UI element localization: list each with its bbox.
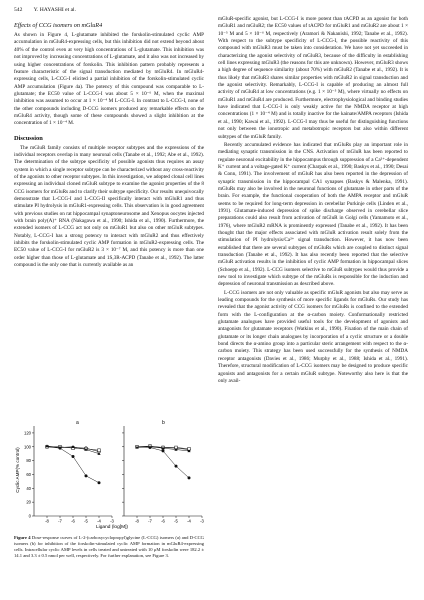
x-tick-label: -5 bbox=[84, 518, 88, 524]
paragraph: The mGluR family consists of multiple receptor subtypes and the expressions of the individual receptors overlap in many neuronal cells (Tanabe et al., 1992; Abe et al., 1992). The determination of the subtype specificity of possible agonists thus requires an assay system in which a single receptor subtype can be characterized without any cross-reactivity of the agonists to other receptor subtypes. In this investigation, we adopted clonal cell lines expressing an individual cloned mGluR subtype to examine the agonist properties of the 8 CCG isomers for mGluRs and to clarify their subtype specificity. Our results unequivocally demonstrate that L-CCG-I and L-CCG-II specifically interact with mGluR1 and thus stimulate PI hydrolysis in mGluR1-expressing cells. This observation is in good agreement with previous studies on rat hippocampal synaptoneurosome and Xenopus oocytes injected with brain poly(A)⁺ RNA (Nakagawa et al., 1990; Ishida et al., 1990). Furthermore, the extended isomers of L-CCG act not only on mGluR1 but also on other mGluR subtypes. Notably, L-CCG-I has a strong potency to interact with mGluR2 and thus effectively inhibits the forskolin-stimulated cyclic AMP formation in mGluR2-expressing cells. The EC50 value of L-CCG-I for mGluR2 is 3 × 10⁻⁷ M, and this potency is more than one order higher than those of L-glutamate and 1S,3R-ACPD (Tanabe et al., 1992). The latter compound is the only one that is currently available as an bbox=[14, 144, 204, 269]
y-tick-label: 120 bbox=[24, 430, 31, 436]
figure-4-plots bbox=[14, 418, 204, 530]
paragraph: Recently accumulated evidence has indicated that mGluRs play an important role in mediating synaptic transmission in the CNS. Activation of mGluR has been reported to regulate neuronal excitability in the hippocampus through suppression of a Ca²⁺-dependent K⁺ current and a voltage-gated K⁺ current (Charpak et al., 1990; Baskys et al., 1990; Desai & Conn, 1991). The involvement of mGluR has also been reported in the depression of synaptic transmission in the hippocampal CA1 synapses (Baskys & Malenka, 1991). mGluRs may also be involved in the neuronal functions of glutamate in other parts of the brain. For example, the functional cooperation of both the AMPA receptor and mGluR seems to be required for long-term depression in cerebellar Purkinje cells (Linden et al., 1991). Glutamate-induced depression of spike discharge observed in cerebellar slice preparations could also result from activation of mGluR in Golgi cells (Yamamoto et al., 1976), where mGluR2 mRNA is prominently expressed (Tanabe et al., 1992). It has been thought that the major effects associated with mGluR activation result solely from the stimulation of PI hydrolysis/Ca²⁺ signal transduction. However, it has now been established that there are several subtypes of mGluRs which are coupled to distinct signal transduction (Tanabe et al., 1992). It has also recently been reported that the selective mGluR activation results in the inhibition of cyclic AMP formation in hippocampal slices (Schoepp et al., 1992). L-CCG isomers selective to mGluR subtypes would thus provide a new tool to investigate which subtype of the mGluRs is responsible for the induction and depression of neuronal transmission as described above. bbox=[218, 141, 408, 288]
figure-4 bbox=[14, 418, 204, 530]
y-tick-label: 20 bbox=[26, 499, 31, 505]
x-tick-label: -3 bbox=[200, 518, 204, 524]
x-tick-label: -6 bbox=[71, 518, 75, 524]
right-column bbox=[218, 16, 408, 386]
x-tick-label: -7 bbox=[58, 518, 62, 524]
x-tick-label: -8 bbox=[135, 518, 139, 524]
x-tick-label: -8 bbox=[45, 518, 49, 524]
caption-lead: Figure 4 bbox=[14, 535, 31, 540]
x-tick-label: -7 bbox=[148, 518, 152, 524]
x-tick-label: -5 bbox=[174, 518, 178, 524]
section-title: Effects of CCG isomers on mGluR4 bbox=[14, 22, 103, 29]
panel-a-label: a bbox=[76, 420, 79, 426]
y-tick-label: 80 bbox=[26, 458, 31, 464]
y-tick-label: 40 bbox=[26, 485, 31, 491]
data-point bbox=[72, 455, 75, 458]
panel-b-label: b bbox=[162, 420, 165, 426]
discussion-heading: Discussion bbox=[14, 134, 43, 142]
panel-b bbox=[122, 426, 204, 524]
caption-text: Dose-response curves of L-2-(carboxycyclopropyl)glycine (L-CCG) isomers (a) and D-CCG isomers (b) for inhibition of the forskolin-stimulated cyclic AMP formation in mGluR4-expressing cells. Intracellular cyclic AMP levels in cells treated and untreated with 10 μM forskolin were 182.2 ± 14.1 and 3.3 ± 0.5 nmol per well, respectively. For further explanation, see Figure 3. bbox=[14, 535, 204, 559]
panel-a bbox=[24, 426, 115, 524]
figure-caption bbox=[14, 535, 204, 559]
x-tick-label: -6 bbox=[161, 518, 165, 524]
y-tick-label: 100 bbox=[24, 444, 31, 450]
data-point bbox=[162, 449, 165, 452]
paragraph: L-CCG isomers are not only valuable as specific mGluR agonists but also may serve as leading compounds for the synthesis of more specific ligands for mGluRs. Our study has revealed that the agonist activity of CCG isomers for mGluRs is confined to the extended form with the L-configuration at the α-carbon moiety. Conformationally restricted glutamate analogues have provided useful tools for the development of agonists and antagonists for glutamate receptors (Watkins et al., 1990). Fixation of the main chain of glutamate or its longer chain analogues by incorporation of a cyclic structure or a double bond directs the α-amino group into a particular steric arrangement with respect to the α-carbon moiety. This strategy has been used successfully for the synthesis of NMDA receptor antagonists (Davies et al., 1986; Murphy et al., 1988; Ishida et al., 1991). Therefore, structural modification of L-CCG isomers may be designed to produce specific agonists and antagonists for a certain mGluR subtype. Noteworthy also here is that the only avail- bbox=[218, 289, 408, 384]
running-author: Y. HAYASHI et al. bbox=[33, 7, 77, 13]
x-tick-label: -4 bbox=[97, 518, 101, 524]
data-point bbox=[85, 474, 88, 477]
paragraph: As shown in Figure 4, L-glutamate inhibited the forskolin-stimulated cyclic AMP accumulation in mGluR4-expressing cells, but this inhibition did not extend beyond about 40% of the control even at very high concentrations of L-glutamate. This inhibition was not improved by increasing concentrations of L-glutamate, and it also was not increased by using higher concentrations of forskolin. This inhibition pattern probably represents a feature characteristic of the signal transduction mediated by mGluR4. In mGluR4-expressing cells, L-CCG-I elicited a partial inhibition of the forskolin-stimulated cyclic AMP accumulation (Figure 4a). The potency of this compound was comparable to L-glutamate; the EC50 value of L-CCG-I was about 5 × 10⁻⁶ M, when the maximal inhibition was assumed to occur at 1 × 10⁻⁴ M L-CCG-I. In contrast to L-CCG-I, none of the other compounds including D-CCG isomers produced any remarkable effects on the mGluR4 activity, though some of these compounds showed a slight inhibition at the concentration of 1 × 10⁻⁴ M. bbox=[14, 32, 204, 127]
y-tick-label: 60 bbox=[26, 471, 31, 477]
y-tick-label: 0 bbox=[28, 513, 31, 519]
paragraph: mGluR-specific agonist, but L-CCG-I is more potent than tACPD as an agonist for both mGluR1 and mGluR2; the EC50 values of tACPD for mGluR1 and mGluR2 are about 1 × 10⁻⁵ M and 5 × 10⁻⁶ M, respectively (Aramori & Nakanishi, 1992; Tanabe et al., 1992). With respect to the subtype specificity of L-CCG-I, the possible reactivity of this compound with mGluR3 must be taken into consideration. We have not yet succeeded in characterizing the agonist selectivity of mGluR3, because of the difficulty in establishing cell lines expressing mGluR3 (the reasons for this are unknown). However, mGluR3 shows a high degree of sequence similarity (about 70%) with mGluR2 (Tanabe et al., 1992). It is thus likely that mGluR3 shares similar properties with mGluR2 in signal transduction and the agonist selectivity. Remarkably, L-CCG-I is capable of producing an almost full activity of mGluR4 at low concentrations (e.g. 1 × 10⁻⁵ M), where virtually no effects on mGluR1 and mGluR4 are produced. Furthermore, electrophysiological and binding studies have indicated that L-CCG-I is only weakly active for the NMDA receptor at high concentrations (1 × 10⁻⁴ M) and is totally inactive for the kainate/AMPA receptors (Ishida et al., 1990; Kawai et al., 1992). L-CCG-I may thus be useful for distinguishing functions not only between the ionotropic and metabotropic receptors but also within different subtypes of the mGluR family. bbox=[218, 16, 408, 140]
x-tick-label: -4 bbox=[187, 518, 191, 524]
data-point bbox=[98, 481, 101, 484]
left-column bbox=[14, 16, 204, 270]
data-point bbox=[98, 449, 101, 452]
y-axis-label: Cyclic AMP(% control) bbox=[15, 447, 20, 493]
x-axis-label: Ligand (log[M]) bbox=[96, 525, 128, 530]
page-number: 542 bbox=[14, 7, 23, 13]
data-point bbox=[188, 476, 191, 479]
data-point bbox=[175, 465, 178, 468]
series-line bbox=[47, 447, 99, 483]
x-tick-label: -3 bbox=[110, 518, 114, 524]
running-header bbox=[14, 7, 76, 13]
